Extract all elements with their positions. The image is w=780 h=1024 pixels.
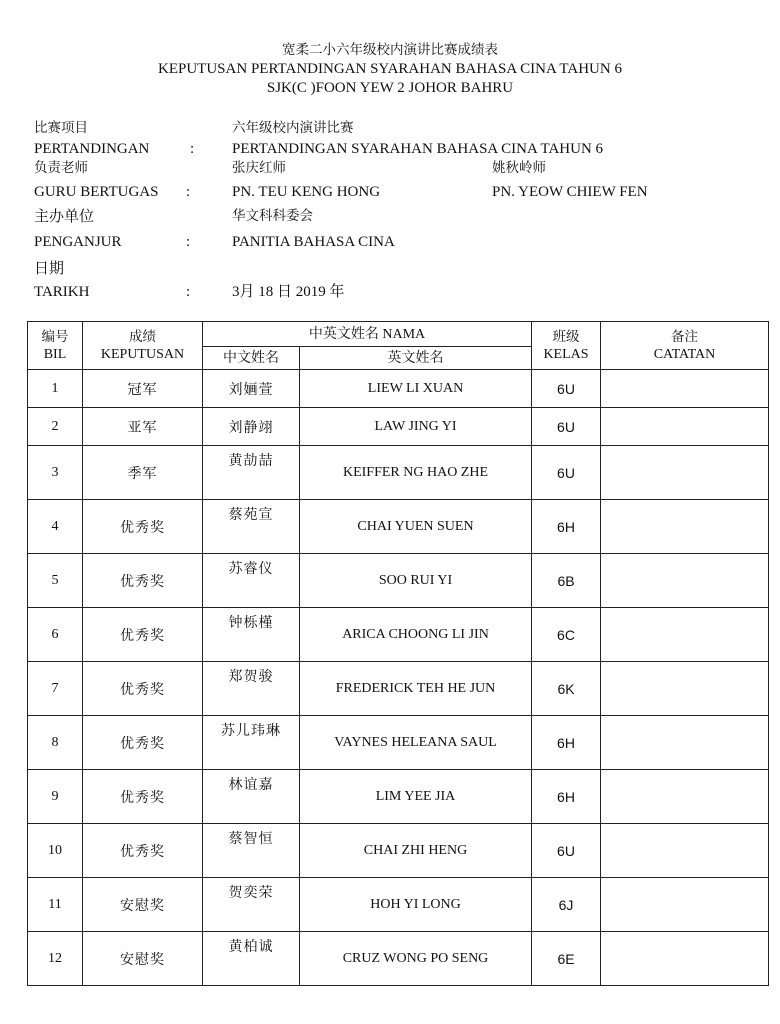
row-name-en: VAYNES HELEANA SAUL (300, 716, 532, 770)
row-result: 安慰奖 (83, 878, 203, 932)
teacher2-cn: 姚秋岭师 (492, 160, 546, 176)
row-class: 6U (532, 824, 601, 878)
event-colon: : (190, 141, 195, 157)
table-row (28, 370, 769, 408)
row-bil: 6 (28, 608, 83, 662)
table-row (28, 554, 769, 608)
row-result: 优秀奖 (83, 824, 203, 878)
row-bil: 8 (28, 716, 83, 770)
row-name-en: LIM YEE JIA (300, 770, 532, 824)
table-row (28, 824, 769, 878)
event-value: PERTANDINGAN SYARAHAN BAHASA CINA TAHUN 6 (232, 141, 604, 157)
row-note (601, 662, 769, 716)
col-result-header (83, 322, 203, 370)
row-name-en: CRUZ WONG PO SENG (300, 932, 532, 986)
row-name-cn: 刘婳萱 (203, 370, 300, 408)
row-result: 优秀奖 (83, 716, 203, 770)
row-name-en: CHAI YUEN SUEN (300, 500, 532, 554)
row-note (601, 446, 769, 500)
row-name-cn: 黄柏诚 (203, 932, 300, 986)
row-note (601, 878, 769, 932)
row-note (601, 370, 769, 408)
row-name-cn: 黄劼喆 (203, 446, 300, 500)
row-note (601, 608, 769, 662)
col-bil-en: BIL (43, 346, 67, 362)
table-row (28, 500, 769, 554)
row-name-en: SOO RUI YI (300, 554, 532, 608)
row-class: 6E (532, 932, 601, 986)
row-bil: 12 (28, 932, 83, 986)
row-result: 优秀奖 (83, 662, 203, 716)
row-name-en: HOH YI LONG (300, 878, 532, 932)
row-class: 6K (532, 662, 601, 716)
row-name-cn: 刘静翊 (203, 408, 300, 446)
row-bil: 2 (28, 408, 83, 446)
row-note (601, 500, 769, 554)
row-result: 优秀奖 (83, 608, 203, 662)
row-result: 安慰奖 (83, 932, 203, 986)
results-table (27, 321, 769, 986)
row-name-cn: 郑贺骏 (203, 662, 300, 716)
row-name-cn: 蔡智恒 (203, 824, 300, 878)
row-bil: 3 (28, 446, 83, 500)
col-note-header (601, 322, 769, 370)
col-class-cn: 班级 (552, 328, 580, 345)
table-row (28, 446, 769, 500)
results-body (28, 370, 769, 986)
table-row (28, 716, 769, 770)
row-bil: 7 (28, 662, 83, 716)
row-class: 6J (532, 878, 601, 932)
title-chinese: 宽柔二小六年级校内演讲比赛成绩表 (282, 42, 498, 58)
teacher-label: GURU BERTUGAS (34, 184, 159, 200)
teacher2: PN. YEOW CHIEW FEN (492, 184, 648, 200)
organizer-value-cn: 华文科科委会 (232, 208, 313, 224)
col-class-en: KELAS (543, 346, 589, 362)
organizer-colon: : (186, 234, 191, 250)
row-note (601, 770, 769, 824)
row-result: 优秀奖 (83, 500, 203, 554)
row-bil: 4 (28, 500, 83, 554)
event-label-cn: 比赛项目 (34, 120, 88, 136)
event-value-cn: 六年级校内演讲比赛 (232, 120, 354, 136)
row-name-en: LIEW LI XUAN (300, 370, 532, 408)
col-class-header (532, 322, 601, 370)
teacher1-cn: 张庆红师 (232, 160, 286, 176)
row-class: 6B (532, 554, 601, 608)
col-name-cn-header: 中文姓名 (203, 347, 300, 370)
row-note (601, 554, 769, 608)
table-row (28, 770, 769, 824)
row-result: 优秀奖 (83, 770, 203, 824)
row-result: 冠军 (83, 370, 203, 408)
event-label: PERTANDINGAN (34, 141, 150, 157)
row-note (601, 408, 769, 446)
row-result: 优秀奖 (83, 554, 203, 608)
row-name-cn: 贺奕荣 (203, 878, 300, 932)
col-result-cn: 成绩 (129, 328, 156, 345)
row-class: 6H (532, 500, 601, 554)
col-name-en-header: 英文姓名 (300, 347, 532, 370)
row-name-en: FREDERICK TEH HE JUN (300, 662, 532, 716)
row-bil: 10 (28, 824, 83, 878)
row-class: 6U (532, 408, 601, 446)
table-row (28, 878, 769, 932)
row-class: 6C (532, 608, 601, 662)
title-malay: KEPUTUSAN PERTANDINGAN SYARAHAN BAHASA CINA TAHUN 6 (158, 61, 622, 77)
row-class: 6H (532, 716, 601, 770)
teacher1: PN. TEU KENG HONG (232, 184, 381, 200)
row-bil: 1 (28, 370, 83, 408)
date-value: 3月 18 日 2019 年 (232, 284, 345, 300)
table-row (28, 408, 769, 446)
table-row (28, 662, 769, 716)
row-class: 6U (532, 446, 601, 500)
organizer-label: PENGANJUR (34, 234, 122, 250)
row-note (601, 824, 769, 878)
col-result-en: KEPUTUSAN (100, 346, 185, 362)
table-row (28, 608, 769, 662)
row-note (601, 932, 769, 986)
organizer-label-cn: 主办单位 (34, 207, 95, 225)
row-name-en: LAW JING YI (300, 408, 532, 446)
row-name-en: CHAI ZHI HENG (300, 824, 532, 878)
col-bil-header (28, 322, 83, 370)
row-note (601, 716, 769, 770)
row-class: 6U (532, 370, 601, 408)
organizer-value: PANITIA BAHASA CINA (232, 234, 395, 250)
row-name-cn: 蔡苑宣 (203, 500, 300, 554)
row-name-en: KEIFFER NG HAO ZHE (300, 446, 532, 500)
row-name-cn: 苏儿玮琳 (203, 716, 300, 770)
teacher-colon: : (186, 184, 191, 200)
col-note-cn: 备注 (671, 328, 698, 345)
row-name-cn: 钟栎槿 (203, 608, 300, 662)
row-name-cn: 林谊嘉 (203, 770, 300, 824)
row-name-en: ARICA CHOONG LI JIN (300, 608, 532, 662)
teacher-label-cn: 负责老师 (34, 160, 88, 176)
row-bil: 9 (28, 770, 83, 824)
row-result: 季军 (83, 446, 203, 500)
row-bil: 5 (28, 554, 83, 608)
row-result: 亚军 (83, 408, 203, 446)
row-bil: 11 (28, 878, 83, 932)
col-name-group-header: 中英文姓名 NAMA (203, 322, 532, 347)
date-label-cn: 日期 (34, 259, 65, 277)
date-label: TARIKH (34, 284, 90, 300)
col-note-en: CATATAN (653, 346, 716, 362)
table-row (28, 932, 769, 986)
date-colon: : (186, 284, 191, 300)
row-class: 6H (532, 770, 601, 824)
school-name: SJK(C )FOON YEW 2 JOHOR BAHRU (266, 80, 514, 96)
row-name-cn: 苏睿仪 (203, 554, 300, 608)
col-bil-cn: 编号 (41, 328, 69, 345)
